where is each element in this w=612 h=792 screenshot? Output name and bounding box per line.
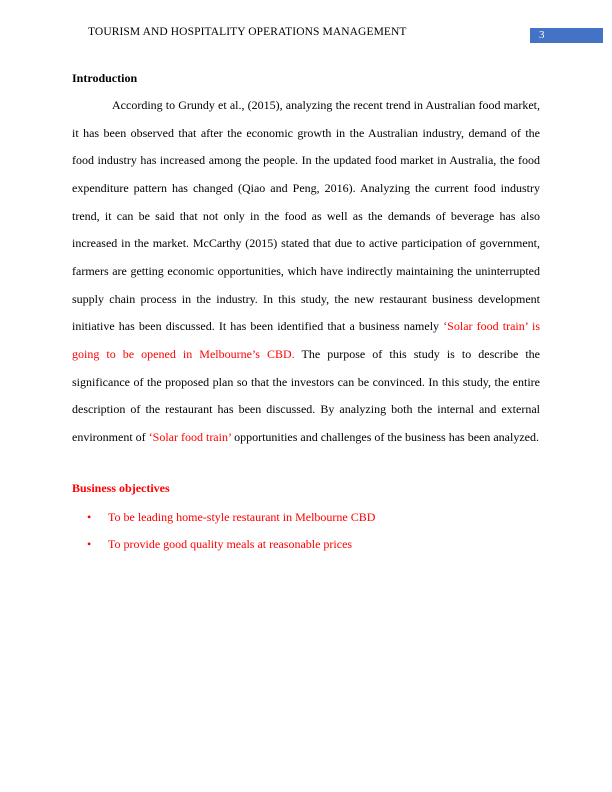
objective-text: To be leading home-style restaurant in Melbourne CBD [108, 510, 376, 524]
bullet-icon: • [87, 510, 92, 524]
introduction-text-3: opportunities and challenges of the business has been analyzed. [231, 429, 539, 444]
page-number: 3 [530, 28, 603, 43]
bullet-icon: • [87, 537, 92, 551]
solar-food-train-name-highlight: ‘Solar food train’ [148, 429, 232, 444]
introduction-text-1: According to Grundy et al., (2015), analyzing the recent trend in Australian food market, it has been observed that after the economic growth in the Australian industry, demand of the food industry has increased among the people. In the updated food market in Australia, the food expenditure pattern has changed (Qiao and Peng, 2016). Analyzing the current food industry trend, it can be said that not only in the food as well as the demands of beverage has also increased in the market. McCarthy (2015) stated that due to active participation of government, farmers are getting economic opportunities, which have indirectly maintaining the uninterrupted supply chain process in the industry. In this study, the new restaurant business development initiative has been discussed. It has been identified that a business namely [72, 98, 540, 334]
introduction-paragraph [72, 92, 540, 452]
objective-text: To provide good quality meals at reasonable prices [108, 537, 353, 551]
introduction-text-2: The purpose of this study is to describe the significance of the proposed plan so that the investors can be convinced. In this study, the entire description of the restaurant has been discussed. By analyzing both the internal and external environment of [72, 346, 540, 444]
running-header-title: TOURISM AND HOSPITALITY OPERATIONS MANAGEMENT [88, 26, 407, 38]
business-objectives-heading: Business objectives [72, 481, 170, 495]
introduction-heading: Introduction [72, 71, 138, 85]
solar-food-train-cbd-highlight: ‘Solar food train’ is going to be opened in Melbourne’s CBD. [72, 319, 541, 361]
